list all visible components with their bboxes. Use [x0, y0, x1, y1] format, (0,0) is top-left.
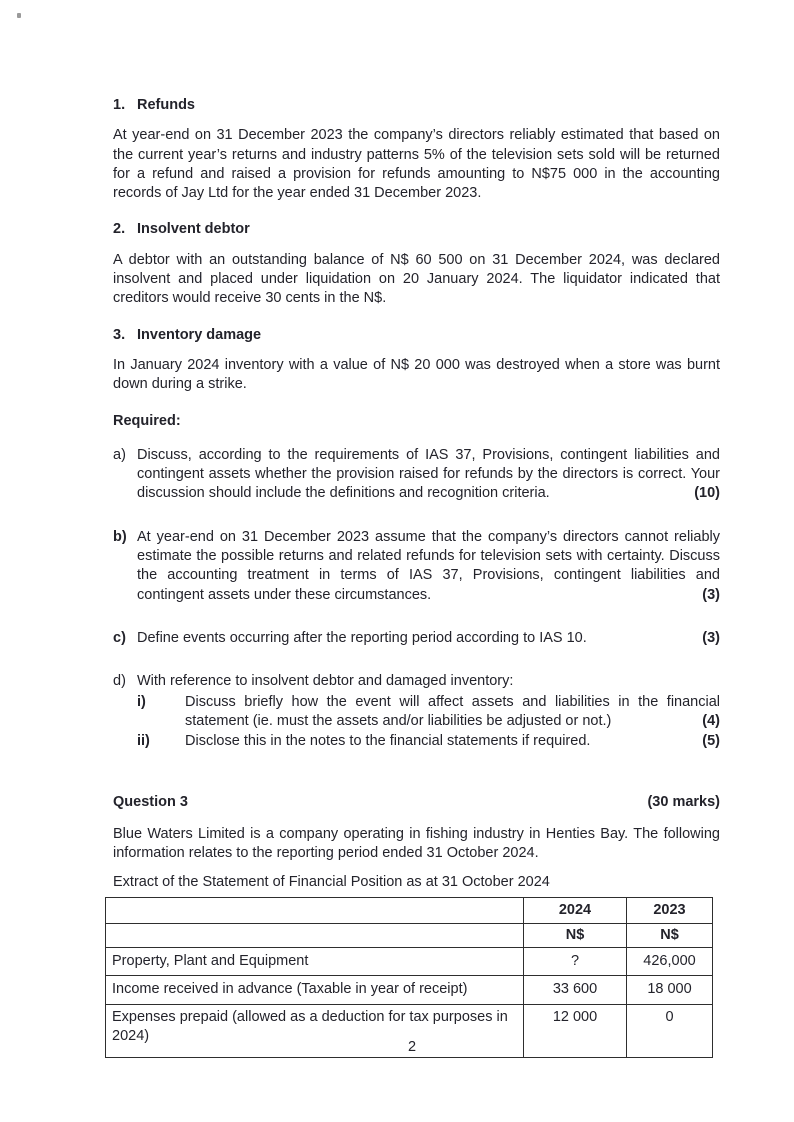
sub-ii-label: ii) — [137, 733, 150, 750]
required-item-a-text: Discuss, according to the requirements of IAS 37, Provisions, contingent liabilities and contingent assets whether the provision raised for refunds by the directors is correct. Your discussion should include the definitions and recognition criteria. — [137, 446, 720, 502]
section-3-title: Inventory damage — [137, 326, 262, 343]
required-heading: Required: — [113, 412, 181, 429]
row-expenses-2024: 12 000 — [524, 1004, 627, 1057]
row-ppe-label: Property, Plant and Equipment — [106, 947, 524, 975]
row-ppe-2024: ? — [524, 947, 627, 975]
required-item-a-body — [137, 446, 720, 504]
required-item-c-marks: (3) — [702, 629, 720, 646]
required-item-c-text: Define events occurring after the reporting period according to IAS 10. — [137, 629, 587, 646]
required-item-a — [113, 446, 720, 504]
table-caption: Extract of the Statement of Financial Position as at 31 October 2024 — [113, 874, 550, 891]
section-2-number: 2. — [113, 221, 126, 238]
required-item-a-marks: (10) — [694, 485, 720, 502]
unit-2024-cell: N$ — [524, 923, 627, 947]
section-1-heading — [113, 96, 720, 115]
section-3-number: 3. — [113, 326, 126, 343]
question3-intro: Blue Waters Limited is a company operating in fishing industry in Henties Bay. The following information relates to the reporting period ended 31 October 2024. — [113, 825, 720, 862]
section-3-body: In January 2024 inventory with a value of N$ 20 000 was destroyed when a store was burnt down during a strike. — [113, 356, 720, 393]
unit-empty-cell — [106, 923, 524, 947]
page-number: 2 — [408, 1039, 417, 1055]
required-item-b-text: At year-end on 31 December 2023 assume that the company’s directors cannot reliably estimate the possible returns and related refunds for television sets with certainty. Discuss the accounting treatment in terms of IAS 37, Provisions, contingent liabilities and contingent assets under these circumstances. — [137, 528, 720, 603]
financial-position-table — [105, 897, 713, 1058]
required-item-d-sub-i — [137, 693, 720, 732]
header-empty-cell — [106, 897, 524, 923]
sub-ii-text: Disclose this in the notes to the financial statements if required. — [185, 733, 591, 750]
question3-marks: (30 marks) — [647, 794, 720, 811]
sub-ii-body — [185, 732, 720, 751]
required-item-c — [113, 629, 720, 648]
row-ppe-2023: 426,000 — [627, 947, 713, 975]
sub-ii-marks: (5) — [702, 733, 720, 750]
question3-heading — [113, 793, 720, 812]
required-item-d — [113, 672, 720, 751]
row-income-2024: 33 600 — [524, 975, 627, 1004]
sub-i-text: Discuss briefly how the event will affect assets and liabilities in the financial statement (ie. must the assets and/or liabilities be adjusted or not.) — [185, 693, 720, 729]
required-item-c-body — [137, 629, 720, 648]
table-row — [106, 975, 713, 1004]
page-content — [113, 96, 720, 1058]
sub-i-marks: (4) — [702, 712, 720, 729]
section-2-heading — [113, 220, 720, 239]
row-expenses-2023: 0 — [627, 1004, 713, 1057]
unit-2023-cell: N$ — [627, 923, 713, 947]
section-1-title: Refunds — [137, 97, 195, 113]
row-expenses-label: Expenses prepaid (allowed as a deduction for tax purposes in 2024) — [106, 1004, 524, 1057]
sub-i-body — [185, 693, 720, 732]
sub-i-label: i) — [137, 693, 146, 710]
row-income-label: Income received in advance (Taxable in year of receipt) — [106, 975, 524, 1004]
required-item-d-text: With reference to insolvent debtor and damaged inventory: — [137, 673, 514, 690]
question3-title: Question 3 — [113, 794, 188, 811]
table-unit-row — [106, 923, 713, 947]
required-item-b-label: b) — [113, 528, 127, 545]
table-header-row — [106, 897, 713, 923]
required-item-b — [113, 528, 720, 605]
header-2023-cell: 2023 — [627, 897, 713, 923]
header-2024-cell: 2024 — [524, 897, 627, 923]
required-item-b-marks: (3) — [702, 586, 720, 603]
section-2-body: A debtor with an outstanding balance of N$ 60 500 on 31 December 2024, was declared insolvent and placed under liquidation on 20 January 2024. The liquidator indicated that creditors would receive 30 cents in the N$. — [113, 251, 720, 307]
section-1-body: At year-end on 31 December 2023 the company’s directors reliably estimated that based on the current year’s returns and industry patterns 5% of the television sets sold will be returned for a refund and raised a provision for refunds amounting to N$75 000 in the accounting records of Jay Ltd for the year ended 31 December 2023. — [113, 127, 720, 202]
required-item-d-body — [137, 672, 720, 751]
required-item-d-sub-ii — [137, 732, 720, 751]
section-1-number: 1. — [113, 97, 126, 113]
required-item-d-label: d) — [113, 673, 126, 690]
section-3-heading — [113, 326, 720, 345]
table-row — [106, 947, 713, 975]
required-item-c-label: c) — [113, 629, 126, 646]
required-item-b-body — [137, 528, 720, 605]
required-item-a-label: a) — [113, 446, 126, 463]
section-2-title: Insolvent debtor — [137, 221, 250, 238]
row-income-2023: 18 000 — [627, 975, 713, 1004]
scan-speck — [17, 13, 21, 18]
